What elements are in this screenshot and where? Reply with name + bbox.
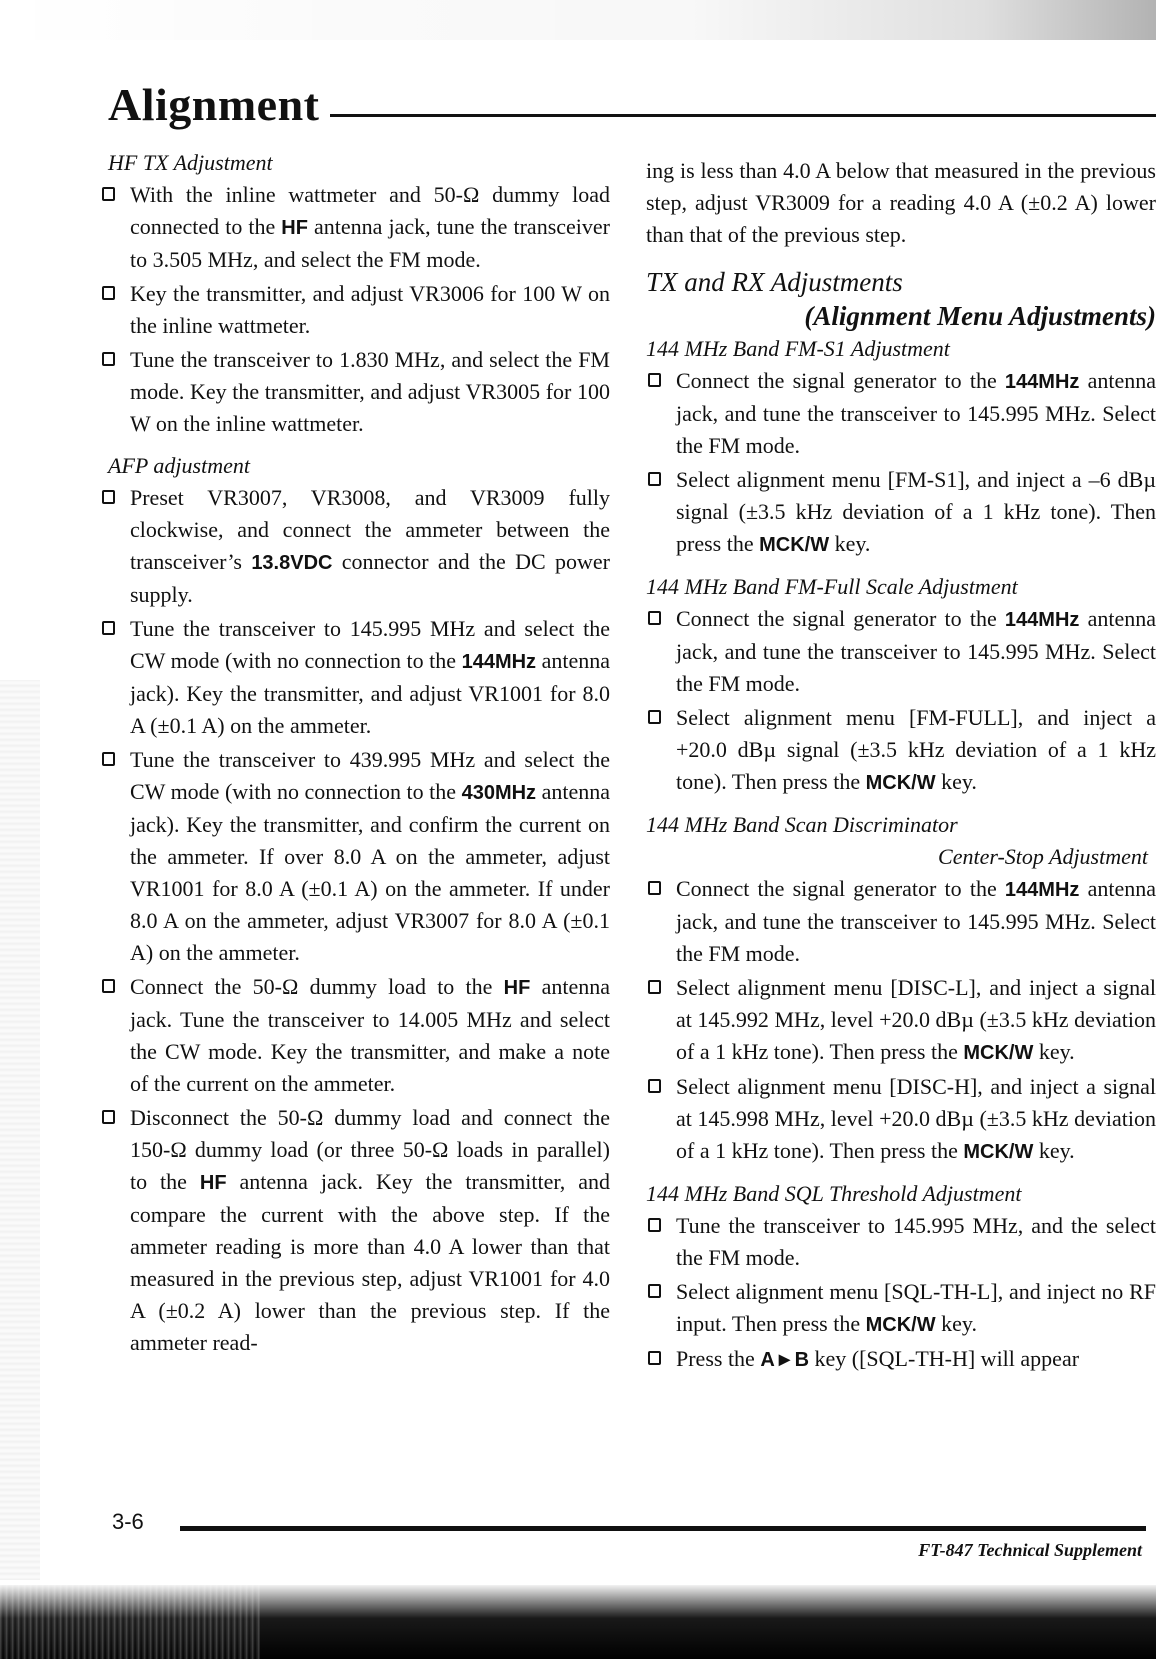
right-column — [646, 155, 1156, 1378]
checklist-item: Tune the transceiver to 145.995 MHz and select the CW mode (with no connection to the 144MHz antenna jack). Key the transmitter, and adjust VR1001 for 8.0 A (±0.1 A) on the ammeter. — [100, 613, 610, 742]
section-heading-disc-2: Center-Stop Adjustment — [938, 844, 1148, 869]
section-heading-sql: 144 MHz Band SQL Threshold Adjustment — [646, 1181, 1022, 1206]
checklist-item: Select alignment menu [SQL-TH-L], and inject no RF input. Then press the MCK/W key. — [646, 1276, 1156, 1341]
checklist-item: Tune the transceiver to 1.830 MHz, and select the FM mode. Key the transmitter, and adjust VR3005 for 100 W on the inline wattmeter. — [100, 344, 610, 440]
checkbox-icon[interactable] — [648, 1284, 661, 1298]
checklist-item: Connect the signal generator to the 144MHz antenna jack, and tune the transceiver to 145.995 MHz. Select the FM mode. — [646, 873, 1156, 970]
checklist-item: Select alignment menu [FM-FULL], and inject a +20.0 dBµ signal (±3.5 kHz deviation of a 1 kHz tone). Then press the MCK/W key. — [646, 702, 1156, 799]
major-heading: TX and RX Adjustments — [646, 267, 903, 297]
checkbox-icon[interactable] — [102, 352, 115, 366]
checklist-item: Connect the signal generator to the 144MHz antenna jack, and tune the transceiver to 145.995 MHz. Select the FM mode. — [646, 603, 1156, 700]
section-heading-hf-tx: HF TX Adjustment — [108, 150, 273, 175]
page-title: Alignment — [108, 79, 320, 130]
scan-artifact-left — [0, 680, 40, 1580]
checkbox-icon[interactable] — [102, 286, 115, 300]
checklist-item: Select alignment menu [DISC-H], and inject a signal at 145.998 MHz, level +20.0 dBµ (±3.5 kHz deviation of a 1 kHz tone). Then press the MCK/W key. — [646, 1071, 1156, 1168]
checkbox-icon[interactable] — [648, 611, 661, 625]
checkbox-icon[interactable] — [648, 881, 661, 895]
checklist-item: Disconnect the 50-Ω dummy load and connect the 150-Ω dummy load (or three 50-Ω loads in parallel) to the HF antenna jack. Key the transmitter, and compare the current with the above step. If the ammeter reading is more than 4.0 A lower than that measured in the previous step, adjust VR1001 for 4.0 A (±0.2 A) lower than the previous step. If the ammeter read- — [100, 1102, 610, 1359]
page-number: 3-6 — [112, 1509, 144, 1534]
checklist-item: Preset VR3007, VR3008, and VR3009 fully clockwise, and connect the ammeter between the transceiver’s 13.8VDC connector and the DC power supply. — [100, 482, 610, 611]
checklist-item: Tune the transceiver to 145.995 MHz, and the select the FM mode. — [646, 1210, 1156, 1274]
footer-title: FT-847 Technical Supplement — [918, 1540, 1142, 1560]
section-heading-disc: 144 MHz Band Scan Discriminator — [646, 812, 958, 837]
checkbox-icon[interactable] — [102, 752, 115, 766]
checkbox-icon[interactable] — [102, 187, 115, 201]
section-heading-afp: AFP adjustment — [108, 453, 250, 478]
section-heading-fm-s1: 144 MHz Band FM-S1 Adjustment — [646, 336, 950, 361]
checkbox-icon[interactable] — [102, 621, 115, 635]
checklist-item: Select alignment menu [FM-S1], and inject a –6 dBµ signal (±3.5 kHz deviation of a 1 kHz tone). Then press the MCK/W key. — [646, 464, 1156, 561]
checkbox-icon[interactable] — [648, 1079, 661, 1093]
checklist-item: Connect the signal generator to the 144MHz antenna jack, and tune the transceiver to 145.995 MHz. Select the FM mode. — [646, 365, 1156, 462]
checklist-item: Press the A►B key ([SQL-TH-H] will appear — [646, 1343, 1156, 1376]
checkbox-icon[interactable] — [102, 490, 115, 504]
scan-artifact-top — [0, 0, 1156, 40]
checkbox-icon[interactable] — [648, 373, 661, 387]
title-rule — [330, 114, 1156, 117]
checklist-item: Connect the 50-Ω dummy load to the HF antenna jack. Tune the transceiver to 14.005 MHz and select the CW mode. Key the transmitter, and make a note of the current on the ammeter. — [100, 971, 610, 1100]
checkbox-icon[interactable] — [102, 1110, 115, 1124]
left-column — [100, 147, 610, 1361]
checkbox-icon[interactable] — [648, 710, 661, 724]
checkbox-icon[interactable] — [648, 980, 661, 994]
checkbox-icon[interactable] — [648, 472, 661, 486]
checklist-item: Select alignment menu [DISC-L], and inject a signal at 145.992 MHz, level +20.0 dBµ (±3.5 kHz deviation of a 1 kHz tone). Then press the MCK/W key. — [646, 972, 1156, 1069]
checklist-item: Key the transmitter, and adjust VR3006 for 100 W on the inline wattmeter. — [100, 278, 610, 342]
section-heading-fm-full: 144 MHz Band FM-Full Scale Adjustment — [646, 574, 1018, 599]
scan-artifact-bottom — [0, 1585, 1156, 1659]
checkbox-icon[interactable] — [102, 979, 115, 993]
checklist-item: With the inline wattmeter and 50-Ω dummy load connected to the HF antenna jack, tune the transceiver to 3.505 MHz, and select the FM mode. — [100, 179, 610, 276]
continued-paragraph: ing is less than 4.0 A below that measured in the previous step, adjust VR3009 for a reading 4.0 A (±0.2 A) lower than that of the previous step. — [646, 158, 1156, 247]
major-subheading: (Alignment Menu Adjustments) — [804, 301, 1156, 331]
checkbox-icon[interactable] — [648, 1351, 661, 1365]
checkbox-icon[interactable] — [648, 1218, 661, 1232]
footer-rule — [180, 1526, 1146, 1531]
checklist-item: Tune the transceiver to 439.995 MHz and select the CW mode (with no connection to the 430MHz antenna jack). Key the transmitter, and confirm the current on the ammeter. If over 8.0 A on the ammeter, adjust VR1001 for 8.0 A (±0.1 A) on the ammeter. If under 8.0 A on the ammeter, adjust VR3007 for 8.0 A (±0.1 A) on the ammeter. — [100, 744, 610, 969]
